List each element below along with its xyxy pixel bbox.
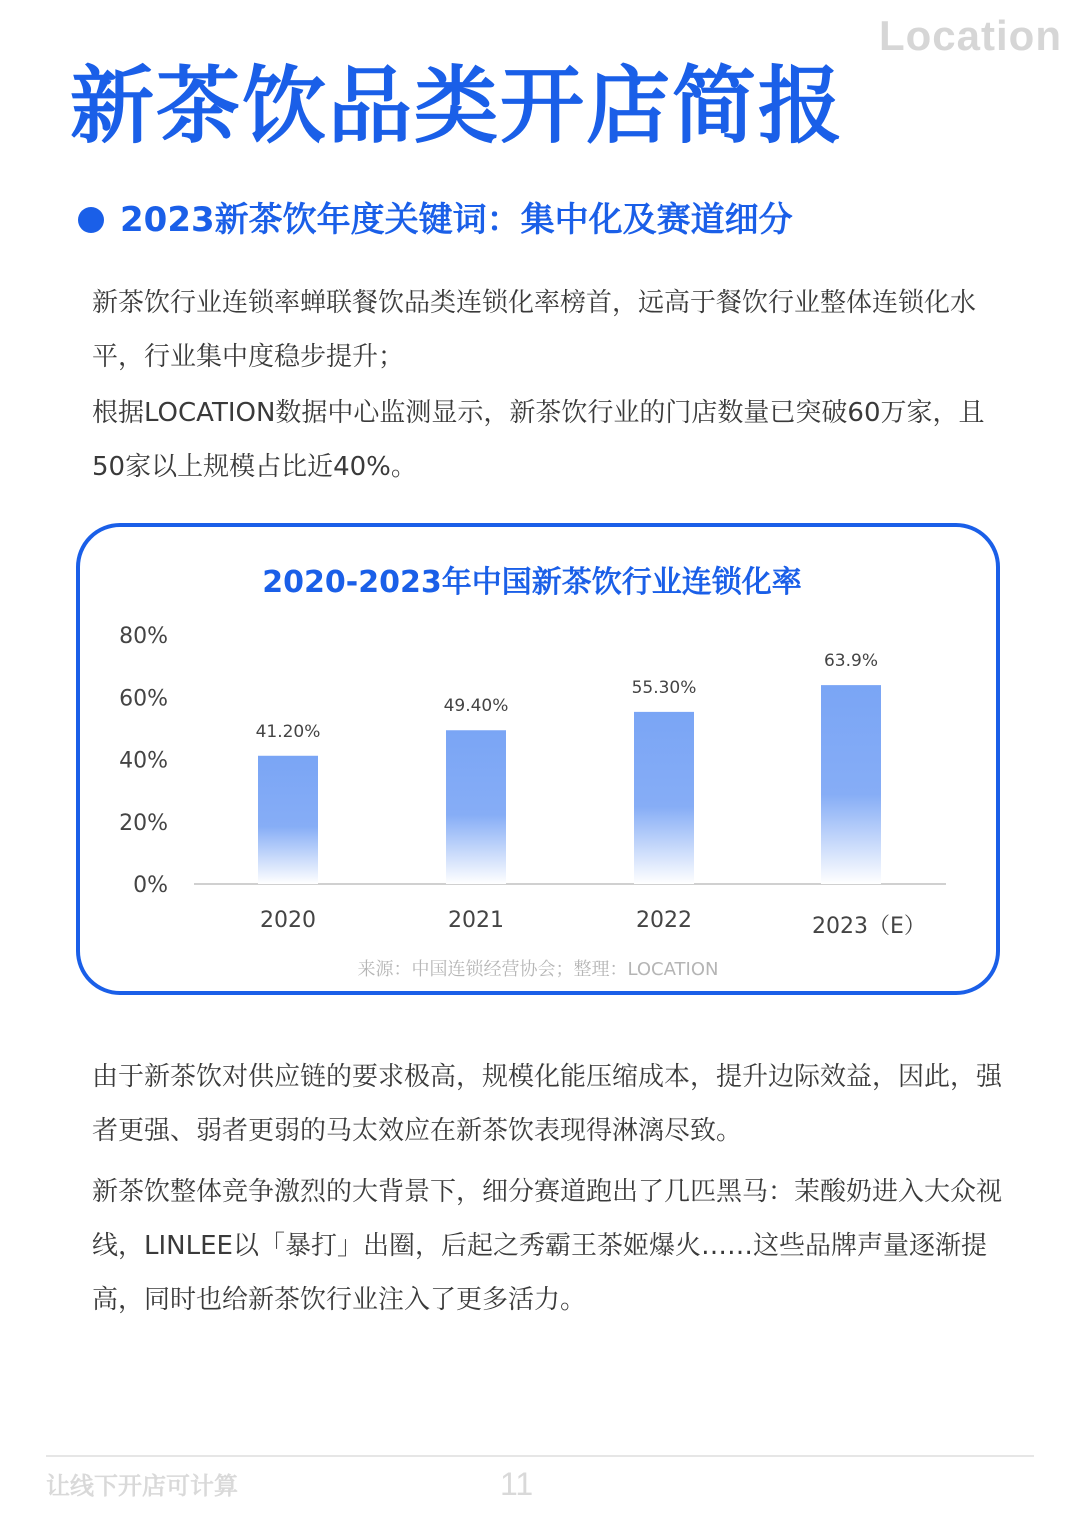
bar: [634, 712, 694, 884]
x-tick-label: 2023（E）: [812, 914, 926, 939]
data-label: 63.9%: [823, 651, 879, 672]
data-label: 55.30%: [631, 677, 697, 698]
bar-chart: [80, 527, 996, 991]
x-tick-label: 2022: [636, 908, 692, 933]
y-tick-label: 20%: [119, 810, 168, 836]
chart-source: 来源：中国连锁经营协会；整理：LOCATION: [357, 959, 719, 980]
chart-card: [76, 523, 1000, 995]
paragraph-4: 新茶饮整体竞争激烈的大背景下，细分赛道跑出了几匹黑马：茉酸奶进入大众视线，LINLEE以「暴打」出圈，后起之秀霸王茶姬爆火……这些品牌声量逐渐提高，同时也给新茶饮行业注入了更多活力。: [92, 1177, 1003, 1315]
location-logo: Location: [879, 12, 1062, 59]
section-heading: [78, 198, 793, 242]
page-title: 新茶饮品类开店简报: [70, 57, 845, 155]
bar: [258, 756, 318, 884]
bar: [446, 730, 506, 884]
y-tick-label: 80%: [119, 624, 168, 649]
x-tick-label: 2020: [260, 908, 316, 933]
section-heading-text: 2023新茶饮年度关键词：集中化及赛道细分: [120, 200, 793, 240]
data-label: 41.20%: [255, 721, 321, 742]
chart-title: 2020-2023年中国新茶饮行业连锁化率: [262, 565, 802, 600]
x-tick-label: 2021: [448, 908, 504, 933]
bullet-dot-icon: [78, 207, 104, 233]
data-label: 49.40%: [443, 696, 509, 717]
bar: [821, 685, 881, 884]
paragraph-2: 根据LOCATION数据中心监测显示，新茶饮行业的门店数量已突破60万家，且50家以上规模占比近40%。: [92, 398, 985, 482]
footer-divider: [46, 1455, 1034, 1457]
paragraph-3: 由于新茶饮对供应链的要求极高，规模化能压缩成本，提升边际效益，因此，强者更强、弱者更弱的马太效应在新茶饮表现得淋漓尽致。: [92, 1062, 1003, 1146]
y-tick-label: 0%: [133, 873, 168, 898]
paragraph-1: 新茶饮行业连锁率蝉联餐饮品类连锁化率榜首，远高于餐饮行业整体连锁化水平，行业集中度稳步提升；: [92, 288, 977, 372]
footer-slogan: 让线下开店可计算: [46, 1472, 238, 1500]
y-tick-label: 60%: [119, 686, 168, 712]
y-tick-label: 40%: [119, 748, 168, 774]
page-number: 11: [500, 1466, 534, 1502]
